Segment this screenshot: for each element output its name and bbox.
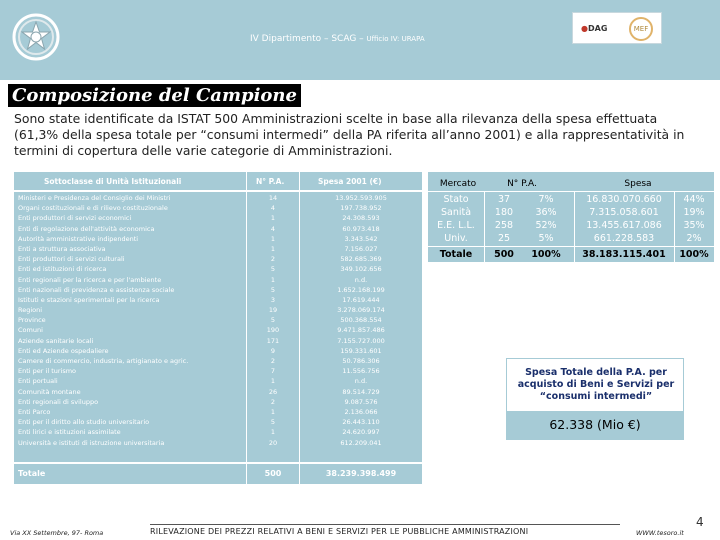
table-row-spend: 2.136.066 — [344, 407, 378, 416]
table2-total-spend: 38.183.115.401 — [582, 249, 666, 260]
table-row-label: Comuni — [18, 326, 43, 335]
market-count: 180 — [494, 207, 514, 218]
table-row-label: Enti ed Aziende ospedaliere — [18, 346, 109, 355]
office-name: Ufficio IV: URAPA — [366, 35, 425, 43]
table1-total-divider — [14, 462, 422, 464]
table-row-count: 5 — [270, 418, 276, 427]
table1-spend-column — [302, 193, 420, 448]
table1-header-spend: Spesa 2001 (€) — [318, 177, 382, 186]
table-row-count: 1 — [270, 407, 276, 416]
market-spend: 7.315.058.601 — [589, 207, 659, 218]
table-row-spend: 582.685.369 — [340, 255, 382, 264]
table-row-count: 19 — [268, 306, 278, 315]
footer-divider — [150, 524, 620, 525]
market-spend-pct: 19% — [683, 207, 705, 218]
market-count: 25 — [497, 233, 511, 244]
table2-header-count: N° P.A. — [507, 179, 537, 189]
table-row-spend: 7.155.727.000 — [337, 336, 385, 345]
table2-total-divider — [428, 246, 714, 247]
table-row-count: 1 — [270, 377, 276, 386]
table-row-count: 20 — [268, 438, 278, 447]
table-row-label: Enti nazionali di previdenza e assistenza sociale — [18, 285, 175, 294]
market-count: 37 — [497, 194, 511, 205]
table-row-label: Province — [18, 316, 46, 325]
table-row-spend: n.d. — [354, 275, 368, 284]
table-row-label: Regioni — [18, 306, 43, 315]
market-spend: 661.228.583 — [593, 233, 655, 244]
table-row-spend: 26.443.110 — [342, 418, 380, 427]
market-spend: 13.455.617.086 — [586, 220, 662, 231]
page-number: 4 — [696, 515, 704, 529]
slide-footer — [0, 524, 720, 540]
table-row-count: 5 — [270, 285, 276, 294]
table-row-count: 2 — [270, 255, 276, 264]
table-row-spend: 197.738.952 — [340, 204, 382, 213]
table-row-spend: 9.471.857.486 — [337, 326, 385, 335]
table-row-label: Enti produttori di servizi culturali — [18, 255, 125, 264]
table1-labels-column — [18, 193, 244, 448]
total-spend-value: 62.338 (Mio €) — [507, 411, 683, 439]
table-row-count: 1 — [270, 275, 276, 284]
table-row-spend: 3.343.542 — [344, 234, 378, 243]
table-row-spend: 60.973.418 — [342, 224, 380, 233]
table-row-label: Enti per il turismo — [18, 367, 77, 376]
market-count-pct: 36% — [535, 207, 557, 218]
table-row-count: 1 — [270, 428, 276, 437]
table2-header-spend: Spesa — [624, 179, 652, 189]
market-label: Stato — [443, 194, 469, 205]
table2-total-label: Totale — [439, 249, 473, 260]
table-row-label: Organi costituzionali e di rilievo costituzionale — [18, 204, 168, 213]
table-row-label: Comunità montane — [18, 387, 81, 396]
table-row-label: Enti ed istituzioni di ricerca — [18, 265, 107, 274]
table-row-label: Enti produttori di servizi economici — [18, 214, 132, 223]
table-row-count: 2 — [270, 357, 276, 365]
table-row-spend: 7.156.027 — [344, 244, 378, 253]
table1-column-divider — [299, 172, 300, 484]
market-spend-pct: 2% — [686, 233, 702, 244]
table-row-count: 5 — [270, 265, 276, 274]
table-row-count: 3 — [270, 295, 276, 304]
logos-panel — [572, 12, 662, 44]
table-row-spend: 13.952.593.905 — [335, 194, 387, 202]
market-spend-pct: 35% — [683, 220, 705, 231]
table-row-count: 14 — [268, 194, 278, 202]
table-row-spend: 24.620.997 — [342, 428, 380, 437]
table-row-count: 2 — [270, 397, 276, 406]
table-row-count: 9 — [270, 346, 276, 355]
intro-paragraph: Sono state identificate da ISTAT 500 Amministrazioni scelte in base alla rilevanza della spesa effettuata (61,3% della spesa totale per “consumi intermedi” della PA riferita all’anno 2001) e alla rappresentatività in termini di copertura delle varie categorie di Amministrazioni. — [14, 111, 685, 158]
table-row-count: 4 — [270, 224, 276, 233]
table-row-spend: 50.786.306 — [342, 357, 380, 365]
table-row-spend: 159.331.601 — [340, 346, 382, 355]
page-title: Composizione del Campione — [8, 84, 301, 107]
table2-column-divider — [484, 191, 485, 262]
table1-total-count: 500 — [264, 469, 282, 478]
table-row-label: Camere di commercio, industria, artigianato e agric. — [18, 357, 189, 365]
subclass-table — [14, 172, 422, 484]
total-spend-caption: Spesa Totale della P.A. per acquisto di Beni e Servizi per “consumi intermedi” — [517, 367, 675, 402]
table-row-spend: 9.087.576 — [344, 397, 378, 406]
mef-logo: MEF — [629, 17, 653, 41]
market-spend: 16.830.070.660 — [586, 194, 662, 205]
table2-total-count-pct: 100% — [531, 249, 561, 260]
header-title — [250, 34, 425, 44]
table-row-count: 1 — [270, 244, 276, 253]
table2-total-spend-pct: 100% — [679, 249, 709, 260]
table-row-spend: 24.308.593 — [342, 214, 380, 223]
table-row-label: Aziende sanitarie locali — [18, 336, 94, 345]
table-row-label: Enti portuali — [18, 377, 58, 386]
market-count-pct: 7% — [538, 194, 554, 205]
market-label: E.E. L.L. — [437, 220, 475, 231]
total-spend-box — [506, 358, 684, 440]
italian-emblem-icon — [8, 8, 64, 64]
footer-address: Via XX Settembre, 97- Roma — [10, 529, 104, 537]
table-row-label: Enti regionali per la ricerca e per l'ambiente — [18, 275, 162, 284]
market-spend-pct: 44% — [683, 194, 705, 205]
table-row-label: Istituti e stazioni sperimentali per la ricerca — [18, 295, 160, 304]
table-row-count: 5 — [270, 316, 276, 325]
table-row-spend: 612.209.041 — [340, 438, 382, 447]
table-row-count: 4 — [270, 204, 276, 213]
footer-website: WWW.tesoro.it — [636, 529, 684, 537]
table-row-label: Enti per il diritto allo studio universitario — [18, 418, 150, 427]
market-label: Sanità — [440, 207, 472, 218]
table-row-label: Enti Parco — [18, 407, 51, 416]
table1-header-subclass: Sottoclasse di Unità Istituzionali — [44, 177, 182, 186]
dag-logo: ●DAG — [581, 24, 608, 33]
table1-total-spend: 38.239.398.499 — [325, 469, 397, 478]
table2-header-divider — [428, 191, 714, 192]
table-row-spend: 1.652.168.199 — [337, 285, 385, 294]
market-table — [428, 172, 714, 262]
table-row-label: Enti lirici e istituzioni assimilate — [18, 428, 121, 437]
table1-column-divider — [246, 172, 247, 484]
table-row-label: Enti di regolazione dell'attività economica — [18, 224, 155, 233]
table2-total-count: 500 — [494, 249, 514, 260]
table-row-label: Autorità amministrative indipendenti — [18, 234, 139, 243]
table-row-label: Enti a struttura associativa — [18, 244, 106, 253]
table1-total-label: Totale — [18, 469, 46, 478]
market-count-pct: 52% — [535, 220, 557, 231]
table-row-count: 1 — [270, 214, 276, 223]
table-row-spend: n.d. — [354, 377, 368, 386]
table-row-count: 171 — [266, 336, 280, 345]
table-row-spend: 3.278.069.174 — [337, 306, 385, 315]
footer-title: RILEVAZIONE DEI PREZZI RELATIVI A BENI E SERVIZI PER LE PUBBLICHE AMMINISTRAZIONI — [150, 527, 529, 536]
table-row-label: Ministeri e Presidenza del Consiglio dei Ministri — [18, 194, 171, 202]
market-label: Univ. — [444, 233, 468, 244]
table-row-spend: 500.368.554 — [340, 316, 382, 325]
table-row-count: 1 — [270, 234, 276, 243]
table-row-spend: 17.619.444 — [342, 295, 380, 304]
table2-header-market: Mercato — [439, 179, 477, 189]
market-count-pct: 5% — [538, 233, 554, 244]
table1-header-count: N° P.A. — [256, 177, 285, 186]
market-count: 258 — [494, 220, 514, 231]
table-row-spend: 349.102.656 — [340, 265, 382, 274]
table-row-count: 26 — [268, 387, 278, 396]
slide-header — [0, 0, 720, 80]
table-row-label: Enti regionali di sviluppo — [18, 397, 99, 406]
table1-header-divider — [14, 190, 422, 192]
table1-counts-column — [248, 193, 298, 448]
table-row-label: Università e istituti di istruzione universitaria — [18, 438, 165, 447]
table-row-count: 7 — [270, 367, 276, 376]
table-row-spend: 11.556.756 — [342, 367, 380, 376]
table-row-spend: 89.514.729 — [342, 387, 380, 396]
table-row-count: 190 — [266, 326, 280, 335]
department-name: IV Dipartimento – SCAG – — [250, 34, 364, 44]
